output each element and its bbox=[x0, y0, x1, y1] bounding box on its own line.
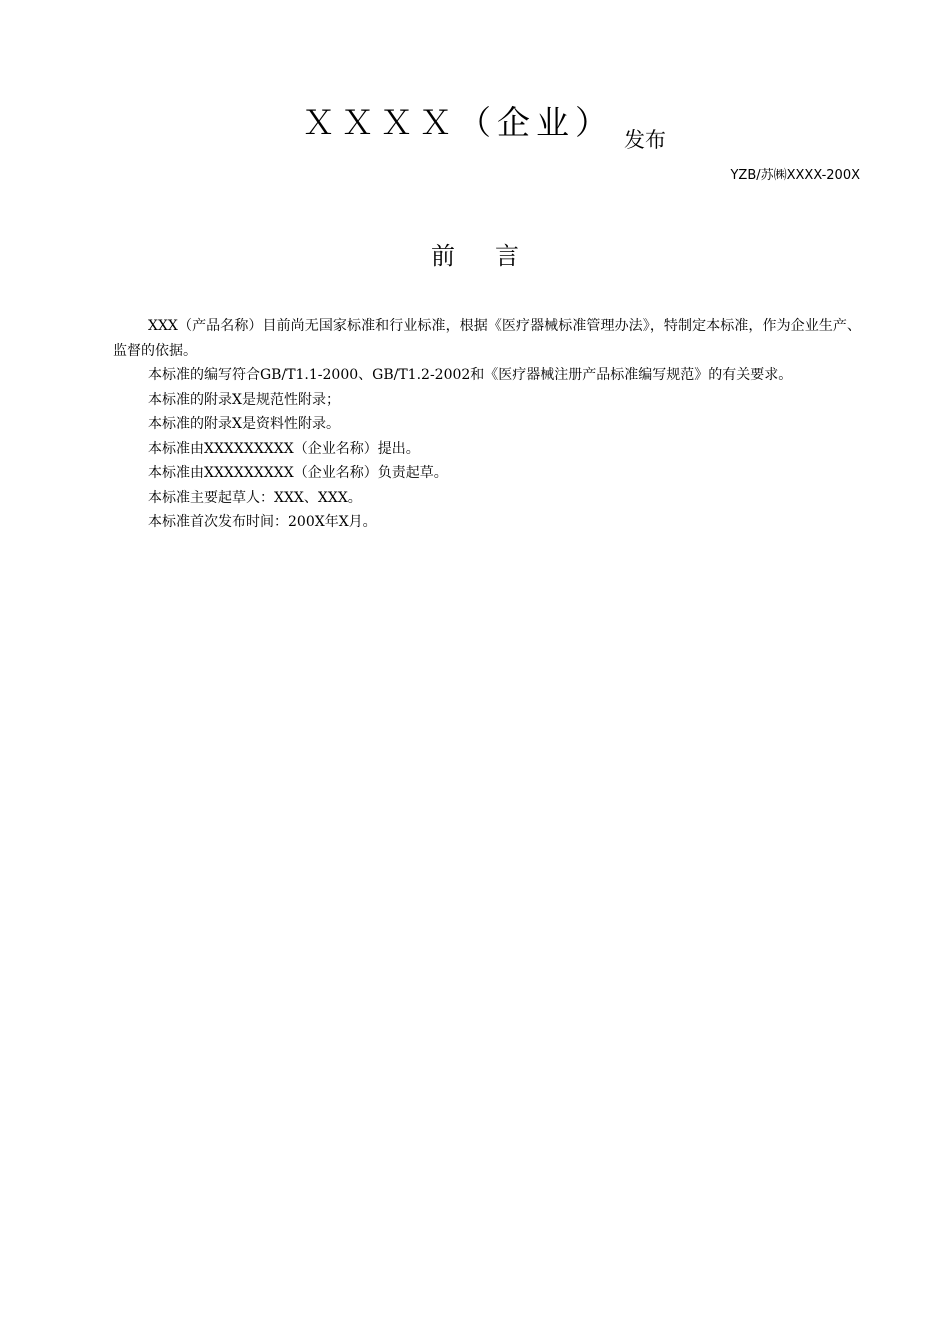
issue-label: 发布 bbox=[624, 128, 666, 152]
foreword-paragraph: XXX（产品名称）目前尚无国家标准和行业标准，根据《医疗器械标准管理办法》，特制定本标准，作为企业生产、监督的依据。 bbox=[113, 318, 861, 359]
foreword-paragraph: 本标准主要起草人：XXX、XXX。 bbox=[148, 489, 362, 506]
foreword-body bbox=[113, 314, 861, 535]
foreword-paragraph: 本标准的编写符合GB/T1.1-2000、GB/T1.2-2002和《医疗器械注册产品标准编写规范》的有关要求。 bbox=[148, 367, 793, 383]
foreword-heading: 前言 bbox=[431, 242, 559, 270]
foreword-paragraph: 本标准的附录X是资料性附录。 bbox=[148, 416, 340, 432]
foreword-paragraph: 本标准的附录X是规范性附录； bbox=[148, 391, 340, 408]
foreword-paragraph: 本标准由XXXXXXXXX（企业名称）负责起草。 bbox=[148, 465, 448, 481]
foreword-paragraph: 本标准由XXXXXXXXX（企业名称）提出。 bbox=[148, 440, 420, 457]
issuer-title: ＸＸＸＸ（企业） bbox=[302, 103, 614, 142]
standard-code: YZB/苏㈱XXXX-200X bbox=[730, 168, 860, 183]
foreword-paragraph: 本标准首次发布时间：200X年X月。 bbox=[148, 514, 377, 530]
